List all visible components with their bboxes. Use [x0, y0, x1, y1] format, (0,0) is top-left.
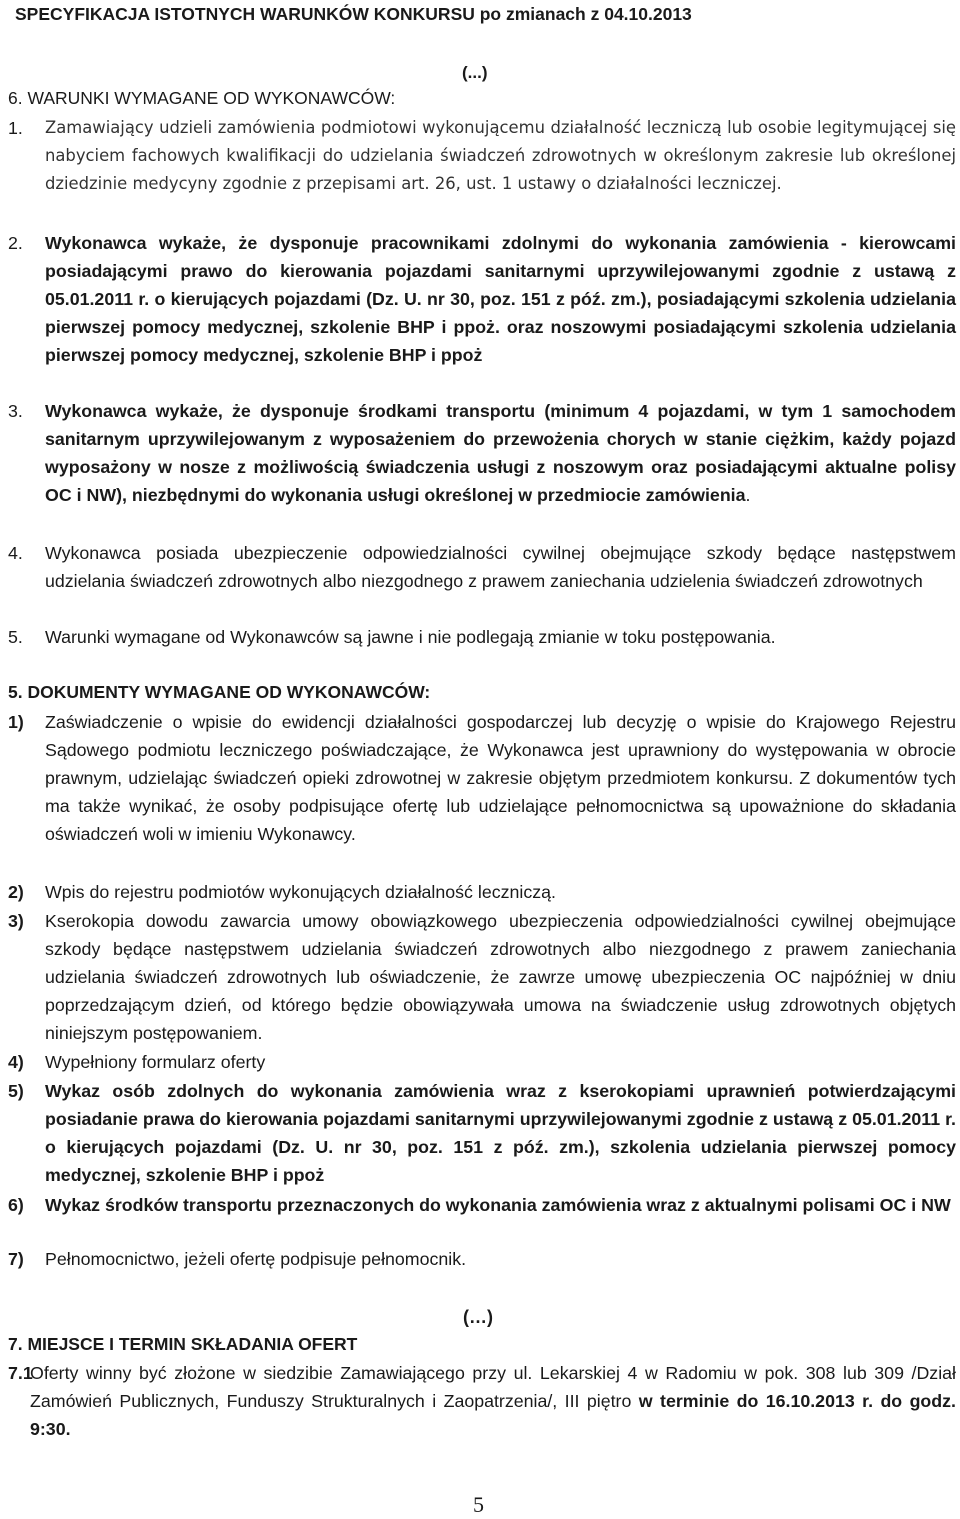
- section-6-item-3: [8, 397, 956, 509]
- item-number: 4.: [8, 543, 23, 563]
- item-text: [30, 1359, 956, 1443]
- item-text: Wykaz środków transportu przeznaczonych do wykonania zamówienia wraz z aktualnymi polisami OC i NW: [45, 1195, 951, 1215]
- item-text-body: Oferty winny być złożone w siedzibie Zamawiającego przy ul. Lekarskiej 4 w Radomiu w pok. 308 lub 309 /Dział Zamówień Publicznych, Funduszy Strukturalnych i Zaopatrzenia/, III piętro: [30, 1363, 956, 1411]
- item-number: 7): [8, 1249, 24, 1269]
- item-text-tail: .: [745, 485, 751, 505]
- section-5-item-4: [8, 1048, 956, 1076]
- item-text: Wykaz osób zdolnych do wykonania zamówienia wraz z kserokopiami uprawnień potwierdzającymi posiadanie prawa do kierowania pojazdami sanitarnymi uprzywilejowanymi zgodnie z ustawą z 05.01.2011 r. o kierujących pojazdami (Dz. U. nr 30, poz. 151 z póź. zm.), szkolenia udzielania pierwszej pomocy medycznej, szkolenie BHP i ppoż: [45, 1081, 956, 1185]
- item-text: Pełnomocnictwo, jeżeli ofertę podpisuje pełnomocnik.: [45, 1249, 467, 1269]
- item-text: Zaświadczenie o wpisie do ewidencji działalności gospodarczej lub decyzję o wpisie do Krajowego Rejestru Sądowego podmiotu leczniczego poświadczające, że Wykonawca jest uprawniony do występowania w obrocie prawnym, udzielając świadczeń opieki zdrowotnej w zakresie objętym przedmiotem konkursu. Z dokumentów tych ma także wynikać, że osoby podpisujące ofertę lub udzielające pełnomocnictwa są upoważnione do składania oświadczeń woli w imieniu Wykonawcy.: [45, 712, 956, 844]
- item-number: 5): [8, 1081, 24, 1101]
- section-5-item-3: [8, 907, 956, 1047]
- section-7-title: 7. MIEJSCE I TERMIN SKŁADANIA OFERT: [8, 1334, 358, 1354]
- item-number: 4): [8, 1052, 24, 1072]
- item-text-deadline: w terminie do 16.10.2013 r. do godz. 9:30.: [30, 1391, 956, 1439]
- item-number: 2): [8, 882, 24, 902]
- page-number: 5: [473, 1492, 484, 1517]
- section-6-item-2: [8, 229, 956, 369]
- section-5-title: 5. DOKUMENTY WYMAGANE OD WYKONAWCÓW:: [8, 682, 431, 702]
- item-text: [45, 397, 956, 509]
- section-6-item-5: [8, 623, 956, 651]
- item-number: 5.: [8, 627, 23, 647]
- item-text: Wykonawca posiada ubezpieczenie odpowiedzialności cywilnej obejmujące szkody będące następstwem udzielania świadczeń zdrowotnych albo niezgodnego z prawem zaniechania udzielenia świadczeń zdrowotnych: [45, 543, 956, 591]
- item-text-bold: Wykonawca wykaże, że dysponuje środkami transportu (minimum 4 pojazdami, w tym 1 samochodem sanitarnym uprzywilejowanym z wyposażeniem do przewożenia chorych w stanie ciężkim, każdy pojazd wyposażony w nosze z możliwością świadczenia usługi z noszowym oraz posiadającymi aktualne polisy OC i NW), niezbędnymi do wykonania usługi określonej w przedmiocie zamówienia: [45, 401, 956, 505]
- section-5-item-2: [8, 878, 956, 906]
- section-5-item-7: [8, 1245, 956, 1273]
- item-number: 2.: [8, 233, 23, 253]
- ellipsis-marker: (...): [462, 63, 488, 82]
- item-text: Warunki wymagane od Wykonawców są jawne i nie podlegają zmianie w toku postępowania.: [45, 627, 776, 647]
- ellipsis-marker: (…): [463, 1307, 493, 1327]
- item-number: 3.: [8, 401, 23, 421]
- item-text: Wykonawca wykaże, że dysponuje pracownikami zdolnymi do wykonania zamówienia - kierowcami posiadającymi prawo do kierowania pojazdami sanitarnymi uprzywilejowanymi zgodnie z ustawą z 05.01.2011 r. o kierujących pojazdami (Dz. U. nr 30, poz. 151 z póź. zm.), posiadającymi szkolenia udzielania pierwszej pomocy medycznej, szkolenie BHP i ppoż. oraz noszowymi posiadającymi szkolenia udzielania pierwszej pomocy medycznej, szkolenie BHP i ppoż: [45, 233, 956, 365]
- section-6-title: 6. WARUNKI WYMAGANE OD WYKONAWCÓW:: [8, 88, 396, 108]
- section-7-item-1: [8, 1359, 956, 1443]
- item-number: 1): [8, 712, 24, 732]
- section-5-item-1: [8, 708, 956, 848]
- page-header: SPECYFIKACJA ISTOTNYCH WARUNKÓW KONKURSU po zmianach z 04.10.2013: [15, 4, 692, 24]
- item-text: Zamawiający udzieli zamówienia podmiotowi wykonującemu działalność leczniczą lub osobie legitymującej się nabyciem fachowych kwalifikacji do udzielania świadczeń zdrowotnych w określonym zakresie lub określonej dziedzinie medycyny zgodnie z przepisami art. 26, ust. 1 ustawy o działalności leczniczej.: [45, 118, 956, 193]
- section-5-item-5: [8, 1077, 956, 1189]
- item-number: 7.1: [8, 1363, 33, 1383]
- section-6-item-1: [8, 114, 956, 198]
- item-text: Kserokopia dowodu zawarcia umowy obowiązkowego ubezpieczenia odpowiedzialności cywilnej obejmujące szkody będące następstwem udzielania świadczeń zdrowotnych albo niezgodnego z prawem zaniechania udzielania świadczeń zdrowotnych lub oświadczenie, że zawrze umowę ubezpieczenia OC najpóźniej w dniu poprzedzającym dzień, od którego będzie obowiązywała umowa na świadczenie usług zdrowotnych objętych niniejszym postępowaniem.: [45, 911, 956, 1043]
- item-number: 1.: [8, 118, 23, 138]
- item-text: Wpis do rejestru podmiotów wykonujących działalność leczniczą.: [45, 882, 556, 902]
- item-text: Wypełniony formularz oferty: [45, 1052, 266, 1072]
- item-number: 6): [8, 1195, 24, 1215]
- section-5-item-6: [8, 1191, 956, 1219]
- section-6-item-4: [8, 539, 956, 595]
- item-number: 3): [8, 911, 24, 931]
